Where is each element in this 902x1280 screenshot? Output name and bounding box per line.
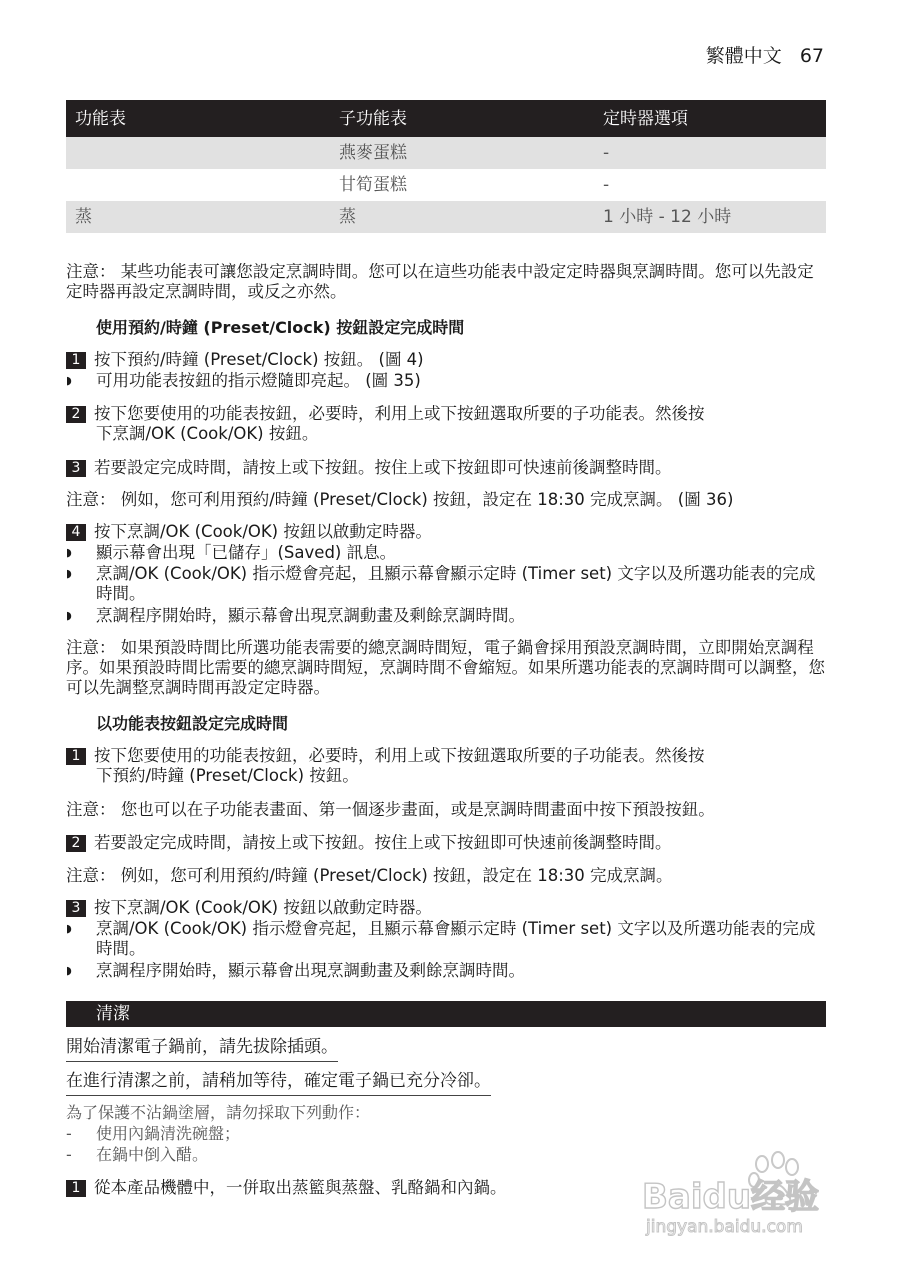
- step-text: 若要設定完成時間，請按上或下按鈕。按住上或下按鈕即可快速前後調整時間。: [94, 458, 672, 477]
- step-text: 若要設定完成時間，請按上或下按鈕。按住上或下按鈕即可快速前後調整時間。: [94, 833, 672, 852]
- table-cell: 蒸: [330, 201, 594, 233]
- step-number: 3: [66, 900, 86, 917]
- section-title: 以功能表按鈕設定完成時間: [96, 714, 289, 733]
- step-item: [66, 833, 826, 853]
- caution-intro: 為了保護不沾鍋塗層，請勿採取下列動作：: [66, 1103, 371, 1122]
- step-item: [66, 404, 826, 444]
- table-cell: [66, 137, 330, 169]
- list-item: [66, 1124, 240, 1144]
- bullet-marker-icon: ◗: [66, 567, 72, 580]
- section-title: 使用預約/時鐘 (Preset/Clock) 按鈕設定完成時間: [96, 318, 465, 337]
- note-paragraph: 注意： 某些功能表可讓您設定烹調時間。您可以在這些功能表中設定定時器與烹調時間。您可以先設定定時器再設定烹調時間，或反之亦然。: [66, 262, 814, 301]
- step-item: [66, 898, 826, 918]
- bullet-item: [66, 919, 826, 959]
- step-number: 1: [66, 1180, 86, 1197]
- note-paragraph: 注意： 您也可以在子功能表畫面、第一個逐步畫面，或是烹調時間畫面中按下預設按鈕。: [66, 800, 715, 819]
- bullet-text: 烹調/OK (Cook/OK) 指示燈會亮起，且顯示幕會顯示定時 (Timer set) 文字以及所選功能表的完成時間。: [96, 919, 816, 958]
- step-text-continued: 下烹調/OK (Cook/OK) 按鈕。: [96, 424, 319, 443]
- page-number: 67: [799, 45, 824, 67]
- bullet-item: [66, 961, 826, 981]
- table-cell: -: [603, 175, 610, 195]
- step-number: 1: [66, 352, 86, 369]
- list-item-text: 在鍋中倒入醋。: [96, 1145, 209, 1164]
- step-item: [66, 458, 826, 478]
- table-cell: 甘筍蛋糕: [339, 175, 407, 195]
- list-item-text: 使用內鍋清洗碗盤；: [96, 1124, 241, 1143]
- note-paragraph: 注意： 例如，您可利用預約/時鐘 (Preset/Clock) 按鈕，設定在 18:30 完成烹調。 (圖 36): [66, 490, 734, 509]
- table-header-cell: 定時器選項: [594, 100, 826, 137]
- bullet-marker-icon: ◗: [66, 546, 72, 559]
- bullet-marker-icon: ◗: [66, 609, 72, 622]
- section-heading-bar: [66, 1001, 826, 1027]
- table-cell: 燕麥蛋糕: [330, 137, 594, 169]
- table-cell: [66, 169, 330, 201]
- list-item: [66, 1145, 208, 1165]
- table-header-row: [66, 100, 826, 137]
- step-text: 按下您要使用的功能表按鈕，必要時，利用上或下按鈕選取所要的子功能表。然後按: [94, 746, 705, 765]
- bullet-text: 烹調/OK (Cook/OK) 指示燈會亮起，且顯示幕會顯示定時 (Timer set) 文字以及所選功能表的完成時間。: [96, 564, 816, 603]
- table-cell: 1 小時 - 12 小時: [594, 201, 826, 233]
- step-number: 1: [66, 748, 86, 765]
- dash-marker: -: [66, 1124, 72, 1143]
- table-row: [66, 137, 826, 169]
- step-text: 按下烹調/OK (Cook/OK) 按鈕以啟動定時器。: [94, 898, 432, 917]
- step-number: 4: [66, 524, 86, 541]
- menu-timer-table: [66, 100, 826, 233]
- language-label: 繁體中文: [705, 45, 782, 67]
- note-paragraph: 注意： 如果預設時間比所選功能表需要的總烹調時間短，電子鍋會採用預設烹調時間，立即開始烹調程序。如果預設時間比需要的總烹調時間短，烹調時間不會縮短。如果所選功能表的烹調時間可以調整，您可以先調整烹調時間再設定定時器。: [66, 638, 825, 697]
- step-text: 按下您要使用的功能表按鈕，必要時，利用上或下按鈕選取所要的子功能表。然後按: [94, 404, 705, 423]
- dash-marker: -: [66, 1145, 72, 1164]
- bullet-marker-icon: ◗: [66, 922, 72, 935]
- step-text: 按下烹調/OK (Cook/OK) 按鈕以啟動定時器。: [94, 522, 432, 541]
- bullet-text: 顯示幕會出現「已儲存」(Saved) 訊息。: [96, 543, 397, 562]
- bullet-marker-icon: ◗: [66, 374, 72, 387]
- table-header-cell: 功能表: [66, 100, 330, 137]
- page-header: [706, 46, 824, 66]
- section-heading: 清潔: [96, 1004, 130, 1024]
- table-cell: -: [594, 137, 826, 169]
- watermark-logo-text: Baidu经验: [642, 1177, 820, 1217]
- step-text: 按下預約/時鐘 (Preset/Clock) 按鈕。 (圖 4): [94, 350, 424, 369]
- table-header-cell: 子功能表: [330, 100, 594, 137]
- step-item: [66, 350, 826, 370]
- bullet-item: [66, 606, 826, 626]
- step-item: [66, 746, 826, 786]
- note-paragraph: 注意： 例如，您可利用預約/時鐘 (Preset/Clock) 按鈕，設定在 18:30 完成烹調。: [66, 866, 673, 885]
- warning-text: 開始清潔電子鍋前，請先拔除插頭。: [66, 1037, 338, 1062]
- table-cell: 蒸: [66, 201, 330, 233]
- bullet-text: 可用功能表按鈕的指示燈隨即亮起。 (圖 35): [96, 371, 421, 390]
- baidu-watermark: [640, 1150, 850, 1240]
- bullet-text: 烹調程序開始時，顯示幕會出現烹調動畫及剩餘烹調時間。: [96, 606, 525, 625]
- step-number: 3: [66, 460, 86, 477]
- warning-text: 在進行清潔之前，請稍加等待，確定電子鍋已充分冷卻。: [66, 1071, 491, 1096]
- bullet-marker-icon: ◗: [66, 964, 72, 977]
- bullet-item: [66, 371, 826, 391]
- step-text-continued: 下預約/時鐘 (Preset/Clock) 按鈕。: [96, 766, 359, 785]
- table-row: [66, 169, 826, 201]
- step-number: 2: [66, 406, 86, 423]
- bullet-item: [66, 564, 826, 604]
- step-number: 2: [66, 835, 86, 852]
- step-text: 從本產品機體中，一併取出蒸籃與蒸盤、乳酪鍋和內鍋。: [94, 1178, 507, 1197]
- step-item: [66, 522, 826, 542]
- bullet-text: 烹調程序開始時，顯示幕會出現烹調動畫及剩餘烹調時間。: [96, 961, 525, 980]
- bullet-item: [66, 543, 826, 563]
- watermark-url: jingyan.baidu.com: [646, 1217, 803, 1237]
- table-row: [66, 201, 826, 233]
